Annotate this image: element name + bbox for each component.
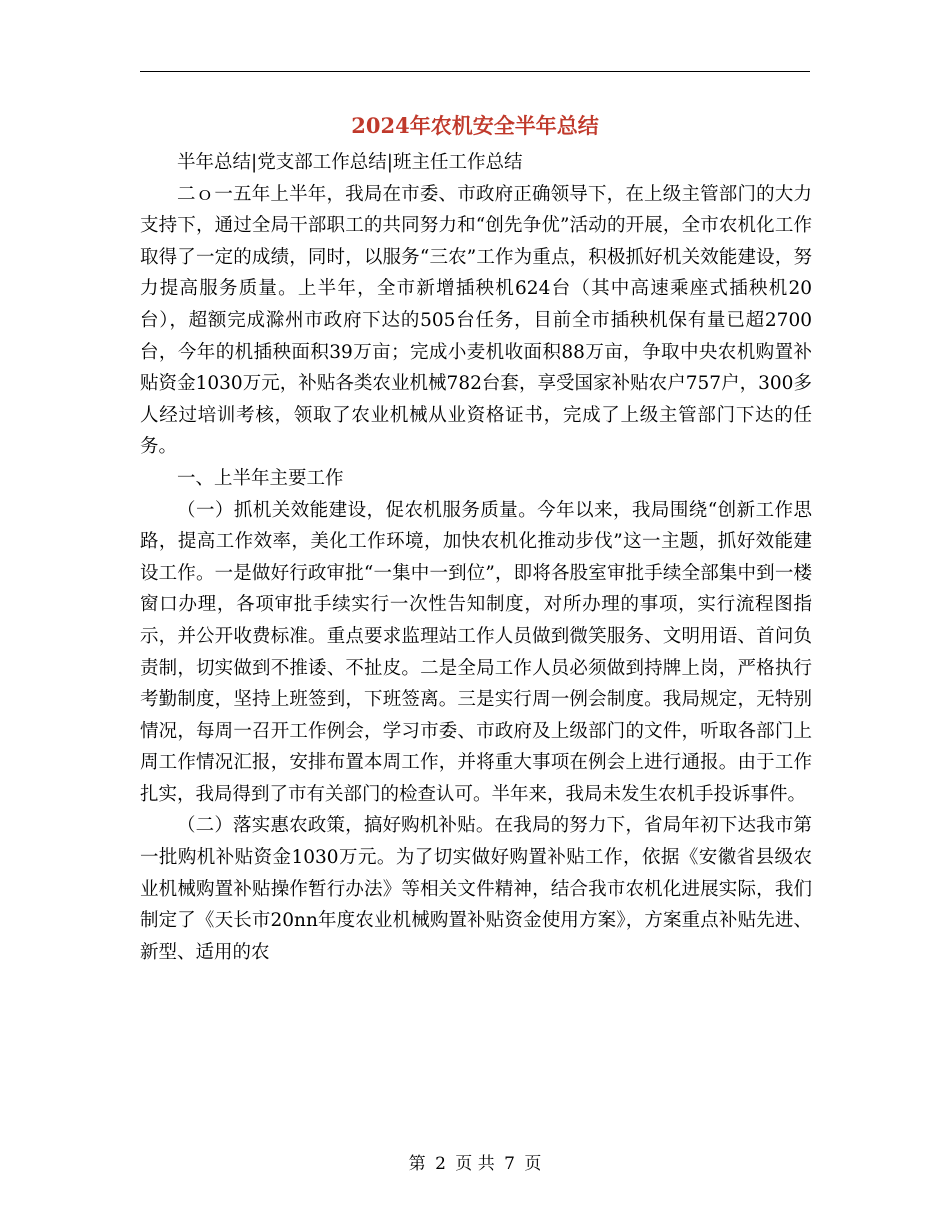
page-footer (140, 1152, 810, 1176)
section-heading: 一、上半年主要工作 (177, 467, 344, 489)
document-title: 2024年农机安全半年总结 (351, 113, 599, 138)
footer-suffix: 页 (524, 1154, 542, 1174)
paragraph-efficiency: （一）抓机关效能建设，促农机服务质量。今年以来，我局围绕“创新工作思路，提高工作效率，美化工作环境，加快农机化推动步伐”这一主题，抓好效能建设工作。一是做好行政审批“一集中一到位”，即将各股室审批手续全部集中到一楼窗口办理，各项审批手续实行一次性告知制度，对所办理的事项，实行流程图指示，并公开收费标准。重点要求监理站工作人员做到微笑服务、文明用语、首问负责制，切实做到不推诿、不扯皮。二是全局工作人员必须做到持牌上岗，严格执行考勤制度，坚持上班签到，下班签离。三是实行周一例会制度。我局规定，无特别情况，每周一召开工作例会，学习市委、市政府及上级部门的文件，听取各部门上周工作情况汇报，安排布置本周工作，并将重大事项在例会上进行通报。由于工作扎实，我局得到了市有关部门的检查认可。半年来，我局未发生农机手投诉事件。 (140, 499, 812, 805)
paragraph-category: 半年总结|党支部工作总结|班主任工作总结 (177, 152, 523, 173)
paragraph-intro: 二ｏ一五年上半年，我局在市委、市政府正确领导下，在上级主管部门的大力支持下，通过全局干部职工的共同努力和“创先争优”活动的开展，全市农机化工作取得了一定的成绩，同时，以服务“三农”工作为重点，积极抓好机关效能建设，努力提高服务质量。上半年，全市新增插秧机624台（其中高速乘座式插秧机20台），超额完成滁州市政府下达的505台任务，目前全市插秧机保有量已超2700台，今年的机插秧面积39万亩；完成小麦机收面积88万亩，争取中央农机购置补贴资金1030万元，补贴各类农业机械782台套，享受国家补贴农户757户，300多人经过培训考核，领取了农业机械从业资格证书，完成了上级主管部门下达的任务。 (140, 183, 812, 458)
footer-middle: 页 共 (455, 1154, 495, 1174)
document-body (140, 147, 812, 968)
footer-total-pages: 7 (504, 1154, 515, 1174)
paragraph-subsidy: （二）落实惠农政策，搞好购机补贴。在我局的努力下，省局年初下达我市第一批购机补贴资金1030万元。为了切实做好购置补贴工作，依据《安徽省县级农业机械购置补贴操作暂行办法》等相关文件精神，结合我市农机化进展实际，我们制定了《天长市20nn年度农业机械购置补贴资金使用方案》，方案重点补贴先进、新型、适用的农 (140, 815, 812, 963)
footer-prefix: 第 (408, 1154, 426, 1174)
footer-current-page: 2 (435, 1154, 446, 1174)
header-divider (140, 71, 810, 72)
